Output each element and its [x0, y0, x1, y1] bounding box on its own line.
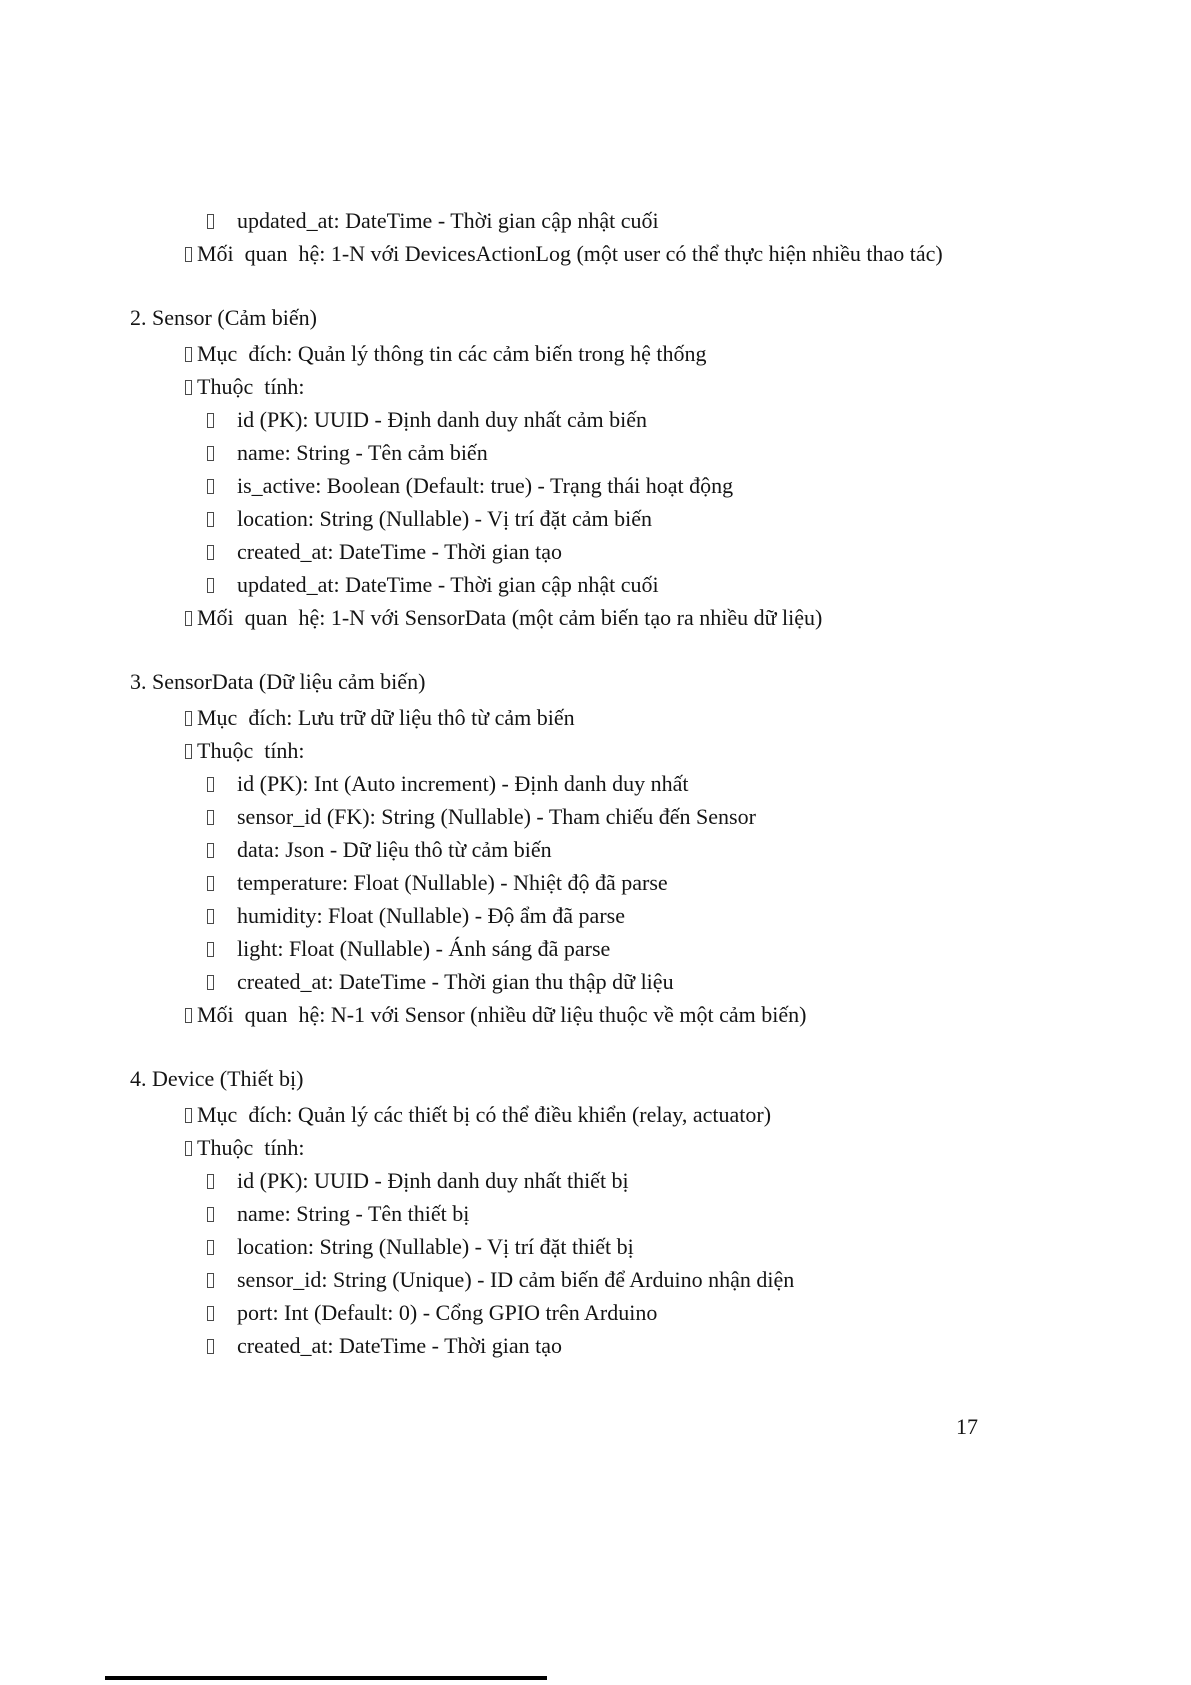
bullet-square-icon	[207, 1273, 214, 1288]
bullet-square-icon	[207, 479, 214, 494]
list-item-text: created_at: DateTime - Thời gian thu thập dữ liệu	[237, 969, 674, 994]
bullet-square-icon	[207, 512, 214, 527]
footer-divider-line	[105, 1676, 547, 1680]
list-item-text: temperature: Float (Nullable) - Nhiệt độ đã parse	[237, 870, 668, 895]
bullet-square-icon	[207, 843, 214, 858]
bullet-square-icon	[207, 1240, 214, 1255]
bullet-square-icon	[185, 1141, 192, 1156]
section	[0, 301, 1191, 634]
list-item	[207, 932, 1191, 965]
bullet-square-icon	[207, 1174, 214, 1189]
bullet-square-icon	[207, 777, 214, 792]
bullet-square-icon	[207, 545, 214, 560]
bullet-square-icon	[207, 1339, 214, 1354]
list-item	[207, 204, 1191, 237]
bullet-square-icon	[207, 942, 214, 957]
list-item	[185, 998, 1191, 1031]
bullet-square-icon	[185, 1008, 192, 1023]
bullet-square-icon	[207, 413, 214, 428]
bullet-square-icon	[207, 446, 214, 461]
bullet-square-icon	[185, 247, 192, 262]
list-item-text: updated_at: DateTime - Thời gian cập nhật cuối	[237, 572, 659, 597]
document-body	[0, 204, 1191, 1362]
section-heading: 3. SensorData (Dữ liệu cảm biến)	[130, 669, 426, 694]
bullet-square-icon	[185, 744, 192, 759]
list-item-text: name: String - Tên thiết bị	[237, 1201, 470, 1226]
list-item-text: sensor_id: String (Unique) - ID cảm biến để Arduino nhận diện	[237, 1267, 795, 1292]
list-item	[207, 866, 1191, 899]
bullet-square-icon	[185, 380, 192, 395]
list-item-text: Mục đích: Quản lý thông tin các cảm biến trong hệ thống	[197, 341, 707, 366]
list-item	[185, 237, 1191, 270]
list-item-text: humidity: Float (Nullable) - Độ ẩm đã parse	[237, 903, 625, 928]
list-item-text: created_at: DateTime - Thời gian tạo	[237, 539, 563, 564]
list-item	[185, 1131, 1191, 1164]
list-item	[207, 1329, 1191, 1362]
list-item-text: updated_at: DateTime - Thời gian cập nhật cuối	[237, 208, 659, 233]
list-item	[207, 535, 1191, 568]
list-item-text: Mục đích: Quản lý các thiết bị có thể điều khiển (relay, actuator)	[197, 1102, 772, 1127]
list-item	[207, 568, 1191, 601]
list-item	[185, 1098, 1191, 1131]
list-item	[207, 1164, 1191, 1197]
list-item-text: location: String (Nullable) - Vị trí đặt cảm biến	[237, 506, 653, 531]
list-item	[207, 502, 1191, 535]
list-item	[207, 469, 1191, 502]
list-item	[207, 436, 1191, 469]
bullet-square-icon	[185, 711, 192, 726]
list-item	[207, 1296, 1191, 1329]
list-item-text: id (PK): Int (Auto increment) - Định danh duy nhất	[237, 771, 689, 796]
list-item-text: data: Json - Dữ liệu thô từ cảm biến	[237, 837, 552, 862]
list-item	[207, 899, 1191, 932]
list-item-text: light: Float (Nullable) - Ánh sáng đã parse	[237, 936, 611, 961]
list-item	[207, 965, 1191, 998]
bullet-square-icon	[185, 347, 192, 362]
list-item	[207, 1230, 1191, 1263]
list-item	[207, 1263, 1191, 1296]
section	[0, 1062, 1191, 1362]
list-item-text: created_at: DateTime - Thời gian tạo	[237, 1333, 563, 1358]
list-item-text: id (PK): UUID - Định danh duy nhất cảm biến	[237, 407, 647, 432]
list-item	[185, 337, 1191, 370]
list-item	[207, 800, 1191, 833]
bullet-square-icon	[185, 1108, 192, 1123]
bullet-square-icon	[207, 1207, 214, 1222]
list-item-text: sensor_id (FK): String (Nullable) - Tham chiếu đến Sensor	[237, 804, 756, 829]
bullet-square-icon	[185, 611, 192, 626]
list-item-text: Thuộc tính:	[197, 1135, 305, 1160]
bullet-square-icon	[207, 810, 214, 825]
list-item-text: Thuộc tính:	[197, 374, 305, 399]
section-heading: 4. Device (Thiết bị)	[130, 1066, 304, 1091]
section	[0, 665, 1191, 1031]
list-item-text: name: String - Tên cảm biến	[237, 440, 488, 465]
list-item	[207, 1197, 1191, 1230]
bullet-square-icon	[207, 876, 214, 891]
page-number: 17	[956, 1414, 978, 1439]
bullet-square-icon	[207, 1306, 214, 1321]
list-item	[185, 370, 1191, 403]
list-item	[207, 833, 1191, 866]
list-item-text: Mối quan hệ: 1-N với DevicesActionLog (một user có thể thực hiện nhiều thao tác)	[197, 241, 943, 266]
list-item-text: location: String (Nullable) - Vị trí đặt thiết bị	[237, 1234, 634, 1259]
list-item	[185, 701, 1191, 734]
list-item	[185, 601, 1191, 634]
list-item-text: Mối quan hệ: 1-N với SensorData (một cảm biến tạo ra nhiều dữ liệu)	[197, 605, 823, 630]
list-item	[207, 767, 1191, 800]
list-item	[185, 734, 1191, 767]
list-item-text: Mục đích: Lưu trữ dữ liệu thô từ cảm biến	[197, 705, 575, 730]
list-item-text: port: Int (Default: 0) - Cổng GPIO trên Arduino	[237, 1300, 658, 1325]
bullet-square-icon	[207, 578, 214, 593]
list-item-text: is_active: Boolean (Default: true) - Trạng thái hoạt động	[237, 473, 734, 498]
section-heading: 2. Sensor (Cảm biến)	[130, 305, 317, 330]
bullet-square-icon	[207, 975, 214, 990]
list-item-text: id (PK): UUID - Định danh duy nhất thiết bị	[237, 1168, 629, 1193]
list-item	[207, 403, 1191, 436]
list-item-text: Thuộc tính:	[197, 738, 305, 763]
list-item-text: Mối quan hệ: N-1 với Sensor (nhiều dữ liệu thuộc về một cảm biến)	[197, 1002, 807, 1027]
bullet-square-icon	[207, 909, 214, 924]
bullet-square-icon	[207, 214, 214, 229]
